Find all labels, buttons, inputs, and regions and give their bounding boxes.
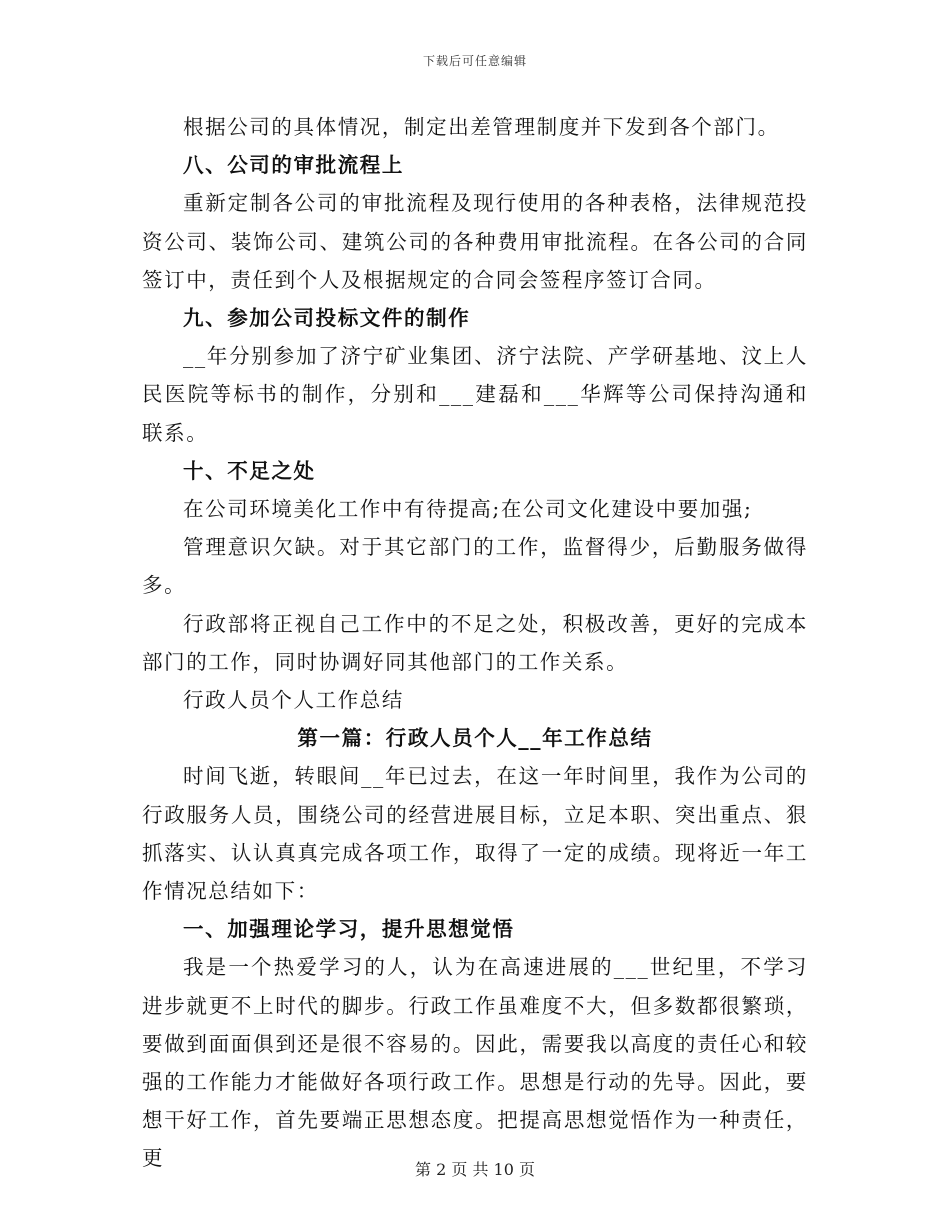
section-heading-bidding: 九、参加公司投标文件的制作 — [183, 306, 471, 331]
paragraph: 根据公司的具体情况，制定出差管理制度并下发到各个部门。 — [183, 115, 780, 139]
section-heading-approval: 八、公司的审批流程上 — [183, 153, 404, 178]
paragraph: 重新定制各公司的审批流程及现行使用的各种表格，法律规范投资公司、装饰公司、建筑公司的各种费用审批流程。在各公司的合同签订中，责任到个人及根据规定的合同会签程序签订合同。 — [142, 191, 808, 292]
paragraph: 时间飞逝，转眼间__年已过去，在这一年时间里，我作为公司的行政服务人员，围绕公司的经营进展目标，立足本职、突出重点、狠抓落实、认认真真完成各项工作，取得了一定的成绩。现将近一年工作情况总结如下： — [142, 764, 808, 904]
paragraph: 管理意识欠缺。对于其它部门的工作，监督得少，后勤服务做得多。 — [142, 535, 808, 598]
paragraph: 我是一个热爱学习的人，认为在高速进展的___世纪里，不学习进步就更不上时代的脚步。行政工作虽难度不大，但多数都很繁琐，要做到面面俱到还是很不容易的。因此，需要我以高度的责任心和较强的工作能力才能做好各项行政工作。思想是行动的先导。因此，要想干好工作，首先要端正思想态度。把提高思想觉悟作为一种责任，更 — [142, 955, 808, 1171]
document-body — [142, 108, 808, 1178]
paragraph: 行政人员个人工作总结 — [183, 688, 404, 713]
paragraph: 在公司环境美化工作中有待提高;在公司文化建设中要加强; — [183, 497, 753, 522]
paragraph: __年分别参加了济宁矿业集团、济宁法院、产学研基地、汶上人民医院等标书的制作，分别和___建磊和___华辉等公司保持沟通和联系。 — [142, 344, 808, 445]
document-title: 第一篇：行政人员个人__年工作总结 — [297, 726, 653, 751]
paragraph: 行政部将正视自己工作中的不足之处，积极改善，更好的完成本部门的工作，同时协调好同其他部门的工作关系。 — [142, 611, 808, 674]
section-heading-theory-study: 一、加强理论学习，提升思想觉悟 — [183, 917, 515, 942]
page-header: 下载后可任意编辑 — [422, 54, 527, 68]
page-number: 第 2 页 共 10 页 — [415, 1160, 535, 1179]
section-heading-shortcomings: 十、不足之处 — [183, 458, 316, 483]
